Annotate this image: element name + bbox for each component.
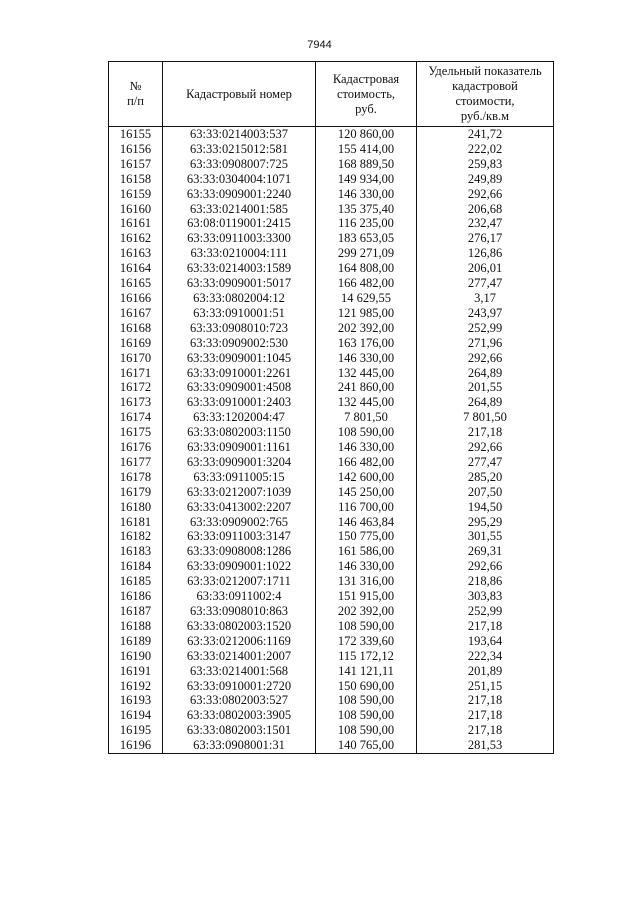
cadastral-cost-cell: 146 330,00 [316, 187, 417, 202]
cadastral-number-cell: 63:33:0911002:4 [163, 589, 316, 604]
specific-cost-cell: 252,99 [417, 604, 554, 619]
cadastral-number-cell: 63:33:0210004:111 [163, 246, 316, 261]
table-row [109, 544, 554, 559]
cadastral-cost-cell: 183 653,05 [316, 231, 417, 246]
cadastral-cost-cell: 168 889,50 [316, 157, 417, 172]
cadastral-number-cell: 63:33:0908008:1286 [163, 544, 316, 559]
row-number-cell: 16181 [109, 515, 163, 530]
row-number-cell: 16167 [109, 306, 163, 321]
row-number-cell: 16159 [109, 187, 163, 202]
specific-cost-cell: 269,31 [417, 544, 554, 559]
cadastral-cost-cell: 108 590,00 [316, 619, 417, 634]
row-number-cell: 16166 [109, 291, 163, 306]
row-number-cell: 16174 [109, 410, 163, 425]
table-row [109, 366, 554, 381]
cadastral-cost-cell: 161 586,00 [316, 544, 417, 559]
table-row [109, 231, 554, 246]
cadastral-number-cell: 63:33:0911005:15 [163, 470, 316, 485]
table-row [109, 664, 554, 679]
table-body [109, 127, 554, 754]
table-row [109, 172, 554, 187]
specific-cost-cell: 252,99 [417, 321, 554, 336]
table-row [109, 470, 554, 485]
table-row [109, 276, 554, 291]
row-number-cell: 16179 [109, 485, 163, 500]
row-number-cell: 16196 [109, 738, 163, 753]
cadastral-number-cell: 63:33:0908001:31 [163, 738, 316, 753]
cadastral-number-cell: 63:33:0802003:1501 [163, 723, 316, 738]
cadastral-cost-cell: 14 629,55 [316, 291, 417, 306]
table-row [109, 261, 554, 276]
specific-cost-cell: 277,47 [417, 455, 554, 470]
specific-cost-cell: 7 801,50 [417, 410, 554, 425]
cadastral-cost-cell: 155 414,00 [316, 142, 417, 157]
cadastral-number-cell: 63:33:0212007:1711 [163, 574, 316, 589]
row-number-cell: 16194 [109, 708, 163, 723]
specific-cost-cell: 301,55 [417, 529, 554, 544]
row-number-cell: 16162 [109, 231, 163, 246]
row-number-cell: 16168 [109, 321, 163, 336]
table-row [109, 679, 554, 694]
row-number-cell: 16191 [109, 664, 163, 679]
row-number-cell: 16193 [109, 693, 163, 708]
row-number-cell: 16163 [109, 246, 163, 261]
row-number-cell: 16189 [109, 634, 163, 649]
cadastral-number-cell: 63:33:0802004:12 [163, 291, 316, 306]
cadastral-number-cell: 63:33:0802003:1520 [163, 619, 316, 634]
cadastral-cost-cell: 7 801,50 [316, 410, 417, 425]
table-row [109, 529, 554, 544]
table-row [109, 306, 554, 321]
specific-cost-cell: 193,64 [417, 634, 554, 649]
cadastral-number-cell: 63:33:0909001:2240 [163, 187, 316, 202]
table-row [109, 738, 554, 753]
table-row [109, 351, 554, 366]
table-row [109, 693, 554, 708]
cadastral-cost-cell: 116 235,00 [316, 216, 417, 231]
cadastral-cost-cell: 149 934,00 [316, 172, 417, 187]
specific-cost-cell: 217,18 [417, 693, 554, 708]
cadastral-number-cell: 63:33:0910001:2403 [163, 395, 316, 410]
table-row [109, 187, 554, 202]
table-row [109, 127, 554, 142]
cadastral-cost-cell: 121 985,00 [316, 306, 417, 321]
header-cadastral-cost: Кадастровая стоимость, руб. [316, 62, 417, 127]
table-row [109, 440, 554, 455]
row-number-cell: 16180 [109, 500, 163, 515]
cadastral-cost-cell: 140 765,00 [316, 738, 417, 753]
table-row [109, 321, 554, 336]
row-number-cell: 16172 [109, 380, 163, 395]
cadastral-cost-cell: 172 339,60 [316, 634, 417, 649]
specific-cost-cell: 249,89 [417, 172, 554, 187]
specific-cost-cell: 292,66 [417, 440, 554, 455]
cadastral-cost-cell: 108 590,00 [316, 708, 417, 723]
specific-cost-cell: 194,50 [417, 500, 554, 515]
cadastral-cost-cell: 151 915,00 [316, 589, 417, 604]
specific-cost-cell: 243,97 [417, 306, 554, 321]
cadastral-number-cell: 63:33:0909001:3204 [163, 455, 316, 470]
row-number-cell: 16188 [109, 619, 163, 634]
row-number-cell: 16155 [109, 127, 163, 142]
cadastral-number-cell: 63:33:0908010:863 [163, 604, 316, 619]
specific-cost-cell: 303,83 [417, 589, 554, 604]
cadastral-cost-cell: 166 482,00 [316, 276, 417, 291]
cadastral-cost-cell: 145 250,00 [316, 485, 417, 500]
cadastral-number-cell: 63:33:0413002:2207 [163, 500, 316, 515]
row-number-cell: 16165 [109, 276, 163, 291]
specific-cost-cell: 217,18 [417, 619, 554, 634]
table-row [109, 336, 554, 351]
cadastral-cost-cell: 299 271,09 [316, 246, 417, 261]
specific-cost-cell: 217,18 [417, 723, 554, 738]
cadastral-number-cell: 63:33:0909002:765 [163, 515, 316, 530]
table-row [109, 246, 554, 261]
specific-cost-cell: 264,89 [417, 366, 554, 381]
cadastral-number-cell: 63:08:0119001:2415 [163, 216, 316, 231]
cadastral-number-cell: 63:33:0910001:2261 [163, 366, 316, 381]
specific-cost-cell: 241,72 [417, 127, 554, 142]
specific-cost-cell: 206,68 [417, 202, 554, 217]
cadastral-cost-cell: 150 690,00 [316, 679, 417, 694]
header-row-number: № п/п [109, 62, 163, 127]
row-number-cell: 16187 [109, 604, 163, 619]
cadastral-cost-cell: 146 330,00 [316, 559, 417, 574]
row-number-cell: 16192 [109, 679, 163, 694]
table-row [109, 410, 554, 425]
specific-cost-cell: 207,50 [417, 485, 554, 500]
table-row [109, 500, 554, 515]
cadastral-number-cell: 63:33:0802003:3905 [163, 708, 316, 723]
specific-cost-cell: 222,02 [417, 142, 554, 157]
cadastral-number-cell: 63:33:0214003:1589 [163, 261, 316, 276]
row-number-cell: 16178 [109, 470, 163, 485]
table-row [109, 589, 554, 604]
cadastral-cost-cell: 132 445,00 [316, 395, 417, 410]
cadastral-number-cell: 63:33:0909001:1022 [163, 559, 316, 574]
specific-cost-cell: 285,20 [417, 470, 554, 485]
cadastral-cost-cell: 115 172,12 [316, 649, 417, 664]
cadastral-number-cell: 63:33:1202004:47 [163, 410, 316, 425]
row-number-cell: 16175 [109, 425, 163, 440]
table-row [109, 216, 554, 231]
cadastral-cost-cell: 241 860,00 [316, 380, 417, 395]
cadastral-cost-cell: 202 392,00 [316, 604, 417, 619]
cadastral-number-cell: 63:33:0212006:1169 [163, 634, 316, 649]
specific-cost-cell: 217,18 [417, 425, 554, 440]
table-row [109, 455, 554, 470]
cadastral-cost-cell: 146 330,00 [316, 351, 417, 366]
cadastral-cost-cell: 135 375,40 [316, 202, 417, 217]
cadastral-cost-cell: 141 121,11 [316, 664, 417, 679]
row-number-cell: 16184 [109, 559, 163, 574]
specific-cost-cell: 126,86 [417, 246, 554, 261]
specific-cost-cell: 277,47 [417, 276, 554, 291]
cadastral-cost-cell: 166 482,00 [316, 455, 417, 470]
specific-cost-cell: 292,66 [417, 559, 554, 574]
page-number: 7944 [307, 39, 332, 51]
specific-cost-cell: 281,53 [417, 738, 554, 753]
row-number-cell: 16176 [109, 440, 163, 455]
cadastral-number-cell: 63:33:0910001:51 [163, 306, 316, 321]
cadastral-number-cell: 63:33:0802003:527 [163, 693, 316, 708]
cadastral-number-cell: 63:33:0909001:4508 [163, 380, 316, 395]
row-number-cell: 16185 [109, 574, 163, 589]
cadastral-number-cell: 63:33:0214001:585 [163, 202, 316, 217]
specific-cost-cell: 201,55 [417, 380, 554, 395]
cadastral-number-cell: 63:33:0909001:1161 [163, 440, 316, 455]
cadastral-cost-cell: 142 600,00 [316, 470, 417, 485]
cadastral-cost-cell: 146 463,84 [316, 515, 417, 530]
cadastral-cost-cell: 108 590,00 [316, 723, 417, 738]
cadastral-number-cell: 63:33:0212007:1039 [163, 485, 316, 500]
header-cadastral-number: Кадастровый номер [163, 62, 316, 127]
cadastral-cost-cell: 108 590,00 [316, 693, 417, 708]
row-number-cell: 16170 [109, 351, 163, 366]
table-row [109, 425, 554, 440]
cadastral-number-cell: 63:33:0215012:581 [163, 142, 316, 157]
table-row [109, 485, 554, 500]
specific-cost-cell: 201,89 [417, 664, 554, 679]
specific-cost-cell: 264,89 [417, 395, 554, 410]
cadastral-number-cell: 63:33:0911003:3300 [163, 231, 316, 246]
cadastral-cost-cell: 202 392,00 [316, 321, 417, 336]
table-row [109, 574, 554, 589]
specific-cost-cell: 292,66 [417, 351, 554, 366]
cadastral-number-cell: 63:33:0911003:3147 [163, 529, 316, 544]
specific-cost-cell: 276,17 [417, 231, 554, 246]
cadastral-number-cell: 63:33:0908010:723 [163, 321, 316, 336]
specific-cost-cell: 3,17 [417, 291, 554, 306]
row-number-cell: 16158 [109, 172, 163, 187]
cadastral-number-cell: 63:33:0909001:5017 [163, 276, 316, 291]
specific-cost-cell: 271,96 [417, 336, 554, 351]
table-row [109, 619, 554, 634]
row-number-cell: 16183 [109, 544, 163, 559]
cadastral-cost-cell: 131 316,00 [316, 574, 417, 589]
cadastral-number-cell: 63:33:0802003:1150 [163, 425, 316, 440]
cadastral-number-cell: 63:33:0214001:2007 [163, 649, 316, 664]
cadastral-number-cell: 63:33:0910001:2720 [163, 679, 316, 694]
cadastral-cost-cell: 132 445,00 [316, 366, 417, 381]
cadastral-cost-cell: 163 176,00 [316, 336, 417, 351]
table-row [109, 649, 554, 664]
row-number-cell: 16186 [109, 589, 163, 604]
cadastral-cost-cell: 116 700,00 [316, 500, 417, 515]
table-row [109, 395, 554, 410]
row-number-cell: 16171 [109, 366, 163, 381]
cadastral-cost-cell: 150 775,00 [316, 529, 417, 544]
row-number-cell: 16156 [109, 142, 163, 157]
row-number-cell: 16161 [109, 216, 163, 231]
table-row [109, 157, 554, 172]
table-row [109, 515, 554, 530]
specific-cost-cell: 292,66 [417, 187, 554, 202]
row-number-cell: 16157 [109, 157, 163, 172]
cadastral-cost-cell: 120 860,00 [316, 127, 417, 142]
row-number-cell: 16190 [109, 649, 163, 664]
cadastral-number-cell: 63:33:0909002:530 [163, 336, 316, 351]
specific-cost-cell: 259,83 [417, 157, 554, 172]
row-number-cell: 16173 [109, 395, 163, 410]
table-row [109, 291, 554, 306]
cadastral-cost-cell: 108 590,00 [316, 425, 417, 440]
cadastral-number-cell: 63:33:0304004:1071 [163, 172, 316, 187]
row-number-cell: 16160 [109, 202, 163, 217]
specific-cost-cell: 206,01 [417, 261, 554, 276]
specific-cost-cell: 251,15 [417, 679, 554, 694]
row-number-cell: 16169 [109, 336, 163, 351]
cadastral-cost-cell: 146 330,00 [316, 440, 417, 455]
specific-cost-cell: 295,29 [417, 515, 554, 530]
table-row [109, 604, 554, 619]
specific-cost-cell: 217,18 [417, 708, 554, 723]
row-number-cell: 16195 [109, 723, 163, 738]
row-number-cell: 16182 [109, 529, 163, 544]
header-specific-cost: Удельный показатель кадастровой стоимости, руб./кв.м [417, 62, 554, 127]
table-row [109, 634, 554, 649]
table-row [109, 559, 554, 574]
row-number-cell: 16164 [109, 261, 163, 276]
cadastral-number-cell: 63:33:0214001:568 [163, 664, 316, 679]
cadastral-number-cell: 63:33:0908007:725 [163, 157, 316, 172]
table-row [109, 202, 554, 217]
cadastral-number-cell: 63:33:0909001:1045 [163, 351, 316, 366]
cadastral-cost-cell: 164 808,00 [316, 261, 417, 276]
specific-cost-cell: 222,34 [417, 649, 554, 664]
cadastral-table [108, 61, 554, 754]
cadastral-number-cell: 63:33:0214003:537 [163, 127, 316, 142]
table-header-row [109, 62, 554, 127]
specific-cost-cell: 232,47 [417, 216, 554, 231]
row-number-cell: 16177 [109, 455, 163, 470]
table-row [109, 380, 554, 395]
specific-cost-cell: 218,86 [417, 574, 554, 589]
table-row [109, 723, 554, 738]
table-row [109, 708, 554, 723]
table-row [109, 142, 554, 157]
